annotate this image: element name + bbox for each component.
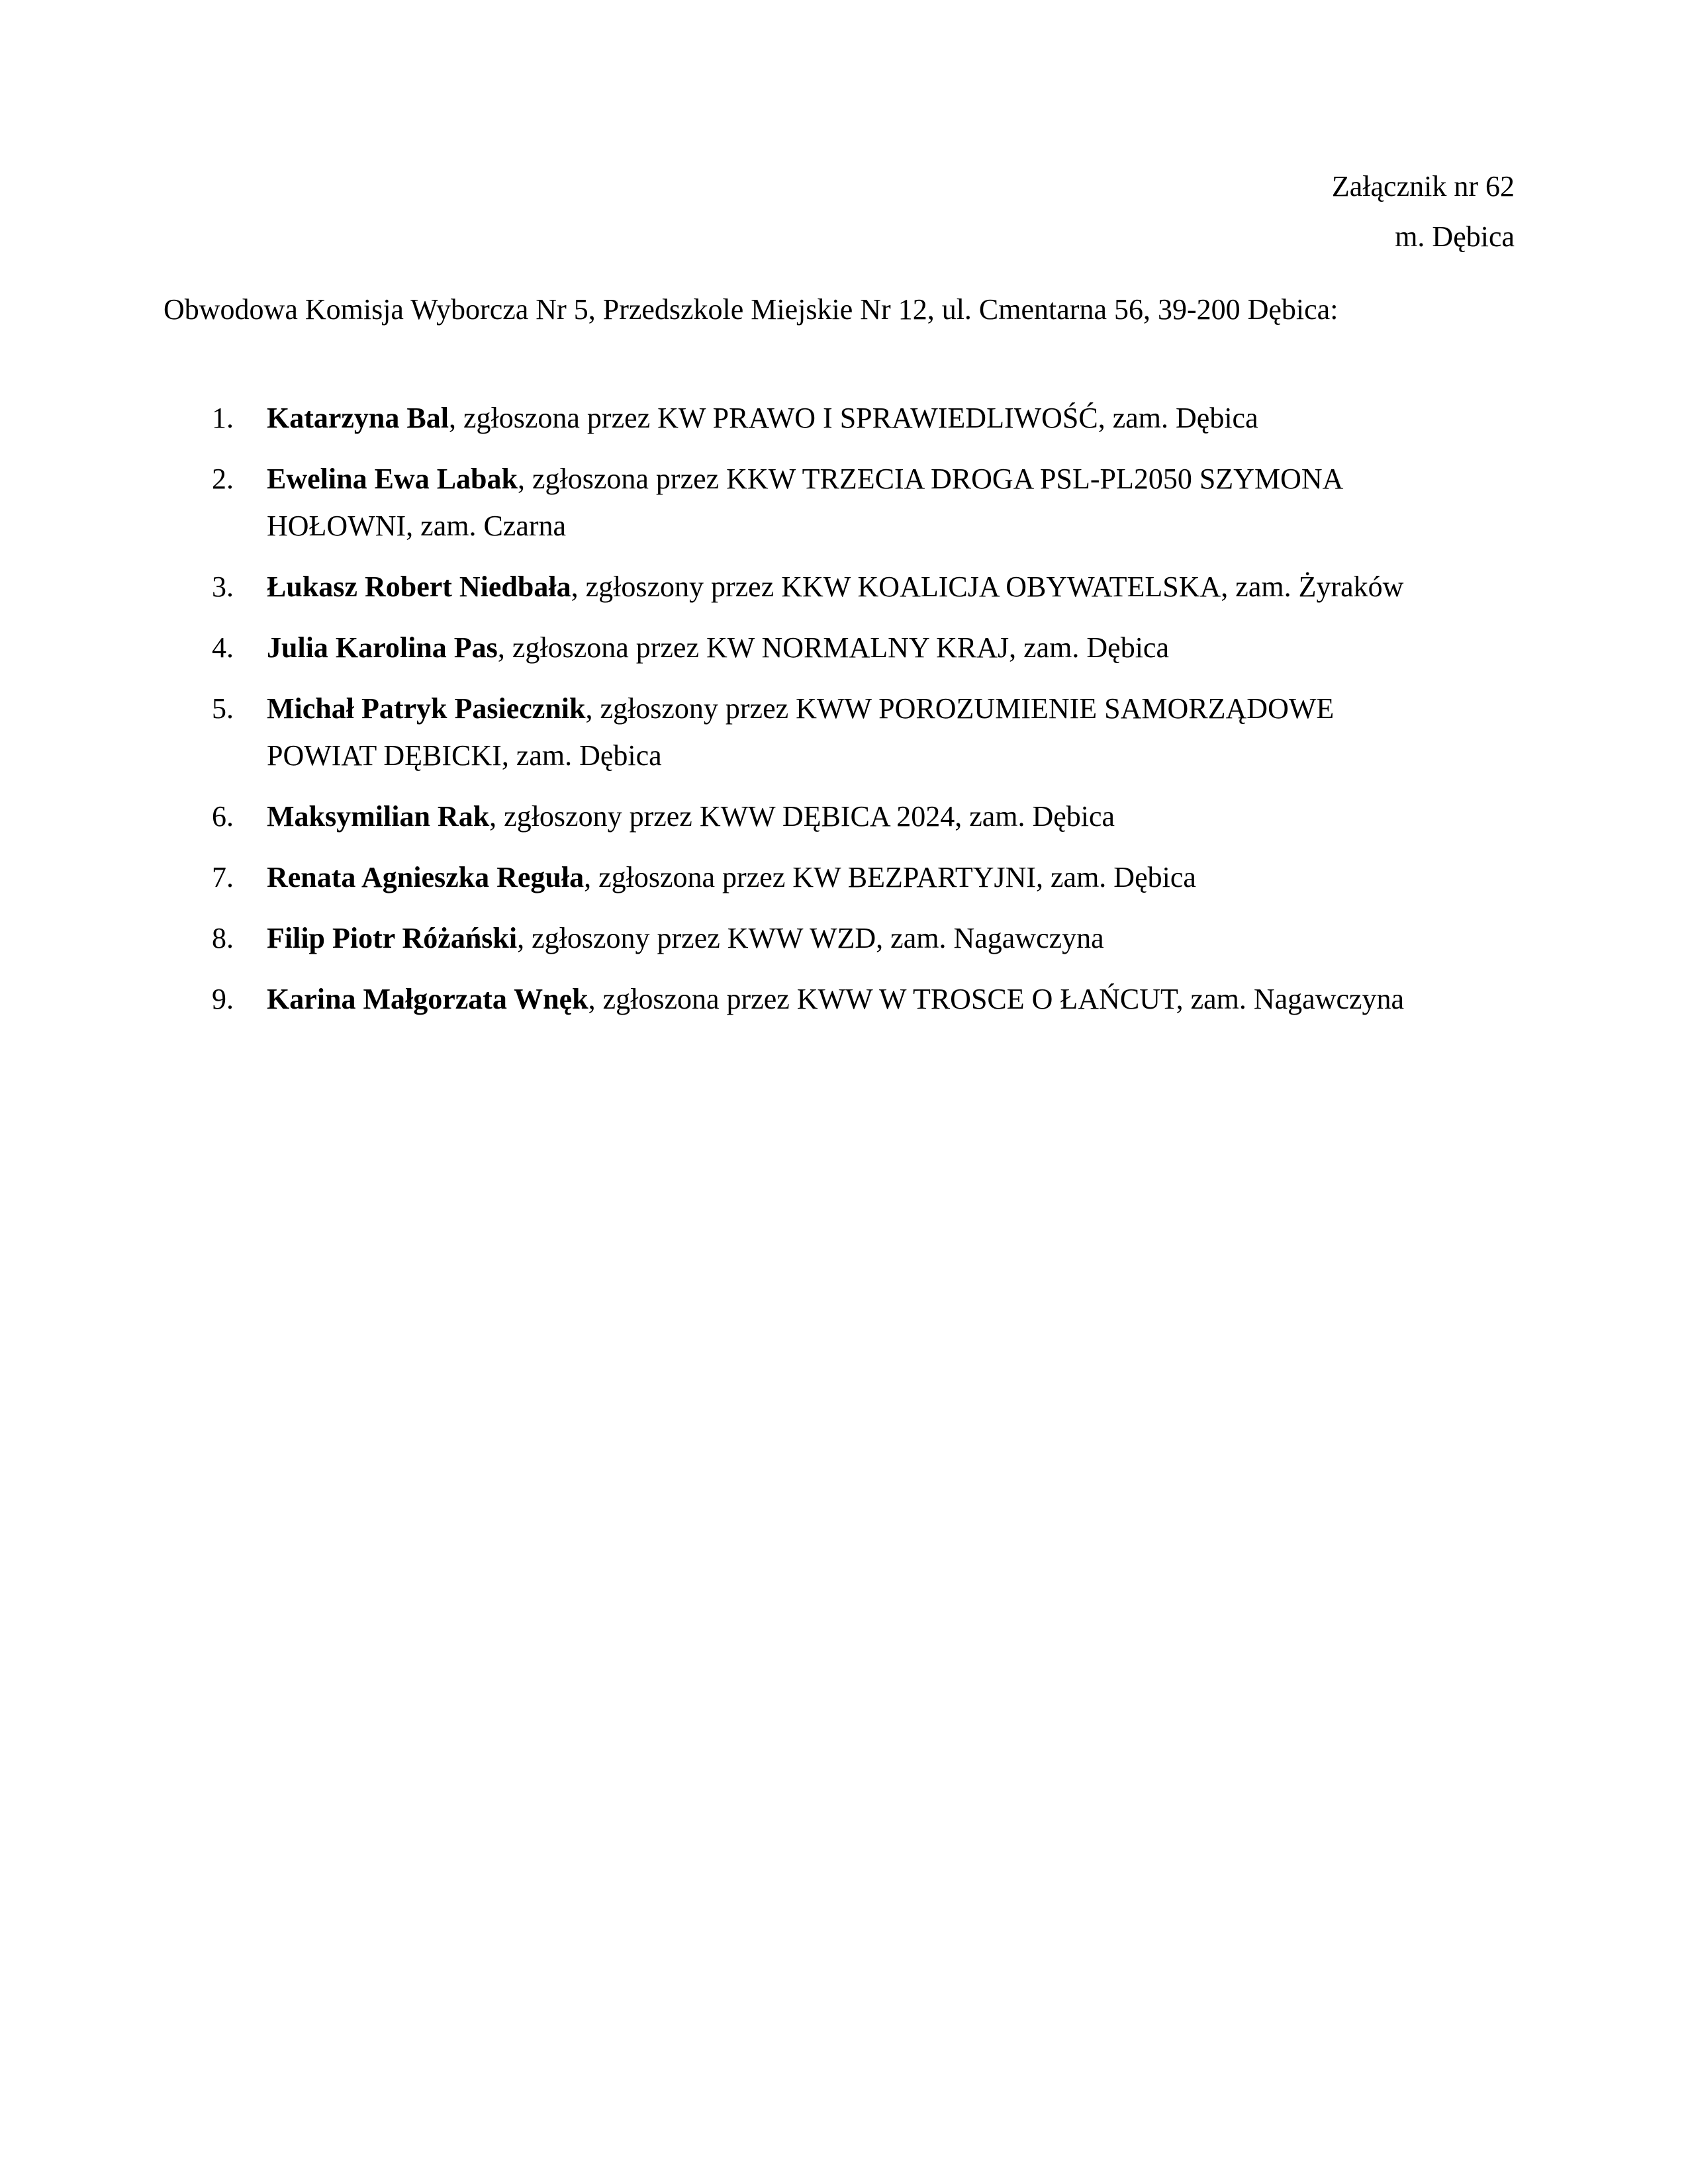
attachment-location: m. Dębica (1395, 220, 1515, 253)
member-details: , zgłoszona przez KW PRAWO I SPRAWIEDLIWOŚĆ, zam. Dębica (448, 402, 1258, 434)
item-number: 3. (212, 570, 234, 603)
commission-heading: Obwodowa Komisja Wyborcza Nr 5, Przedszkole Miejskie Nr 12, ul. Cmentarna 56, 39-200 Dębica: (164, 293, 1338, 326)
list-item (0, 685, 1445, 779)
list-item (0, 394, 1445, 441)
item-number: 5. (212, 692, 234, 725)
item-number: 7. (212, 861, 234, 893)
item-number: 8. (212, 922, 234, 954)
member-details: , zgłoszony przez KWW DĘBICA 2024, zam. Dębica (489, 800, 1115, 833)
member-details: , zgłoszony przez KWW POROZUMIENIE SAMORZĄDOWE POWIAT DĘBICKI, zam. Dębica (267, 692, 1335, 772)
member-name: Karina Małgorzata Wnęk (267, 983, 588, 1015)
member-details: , zgłoszona przez KWW W TROSCE O ŁAŃCUT, zam. Nagawczyna (588, 983, 1405, 1015)
list-item (0, 854, 1445, 901)
member-name: Łukasz Robert Niedbała (267, 570, 571, 603)
list-item (0, 976, 1445, 1023)
member-details: , zgłoszony przez KKW KOALICJA OBYWATELSKA, zam. Żyraków (571, 570, 1404, 603)
member-name: Ewelina Ewa Labak (267, 463, 518, 495)
item-number: 9. (212, 983, 234, 1015)
member-details: , zgłoszony przez KWW WZD, zam. Nagawczyna (517, 922, 1104, 954)
attachment-number: Załącznik nr 62 (1331, 170, 1515, 203)
item-number: 4. (212, 631, 234, 664)
list-item (0, 563, 1445, 610)
member-name: Renata Agnieszka Reguła (267, 861, 585, 893)
item-number: 6. (212, 800, 234, 833)
member-name: Maksymilian Rak (267, 800, 490, 833)
item-number: 2. (212, 463, 234, 495)
member-name: Filip Piotr Różański (267, 922, 518, 954)
list-item (0, 455, 1445, 549)
attachment-header (1332, 161, 1515, 262)
member-details: , zgłoszona przez KW BEZPARTYJNI, zam. Dębica (584, 861, 1196, 893)
member-name: Julia Karolina Pas (267, 631, 498, 664)
member-details: , zgłoszona przez KW NORMALNY KRAJ, zam. Dębica (497, 631, 1169, 664)
member-details: , zgłoszona przez KKW TRZECIA DROGA PSL-PL2050 SZYMONA HOŁOWNI, zam. Czarna (267, 463, 1342, 542)
members-list (0, 394, 1688, 1036)
list-item (0, 624, 1445, 671)
list-item (0, 915, 1445, 962)
item-number: 1. (212, 402, 234, 434)
member-name: Michał Patryk Pasiecznik (267, 692, 586, 725)
member-name: Katarzyna Bal (267, 402, 449, 434)
list-item (0, 793, 1445, 840)
